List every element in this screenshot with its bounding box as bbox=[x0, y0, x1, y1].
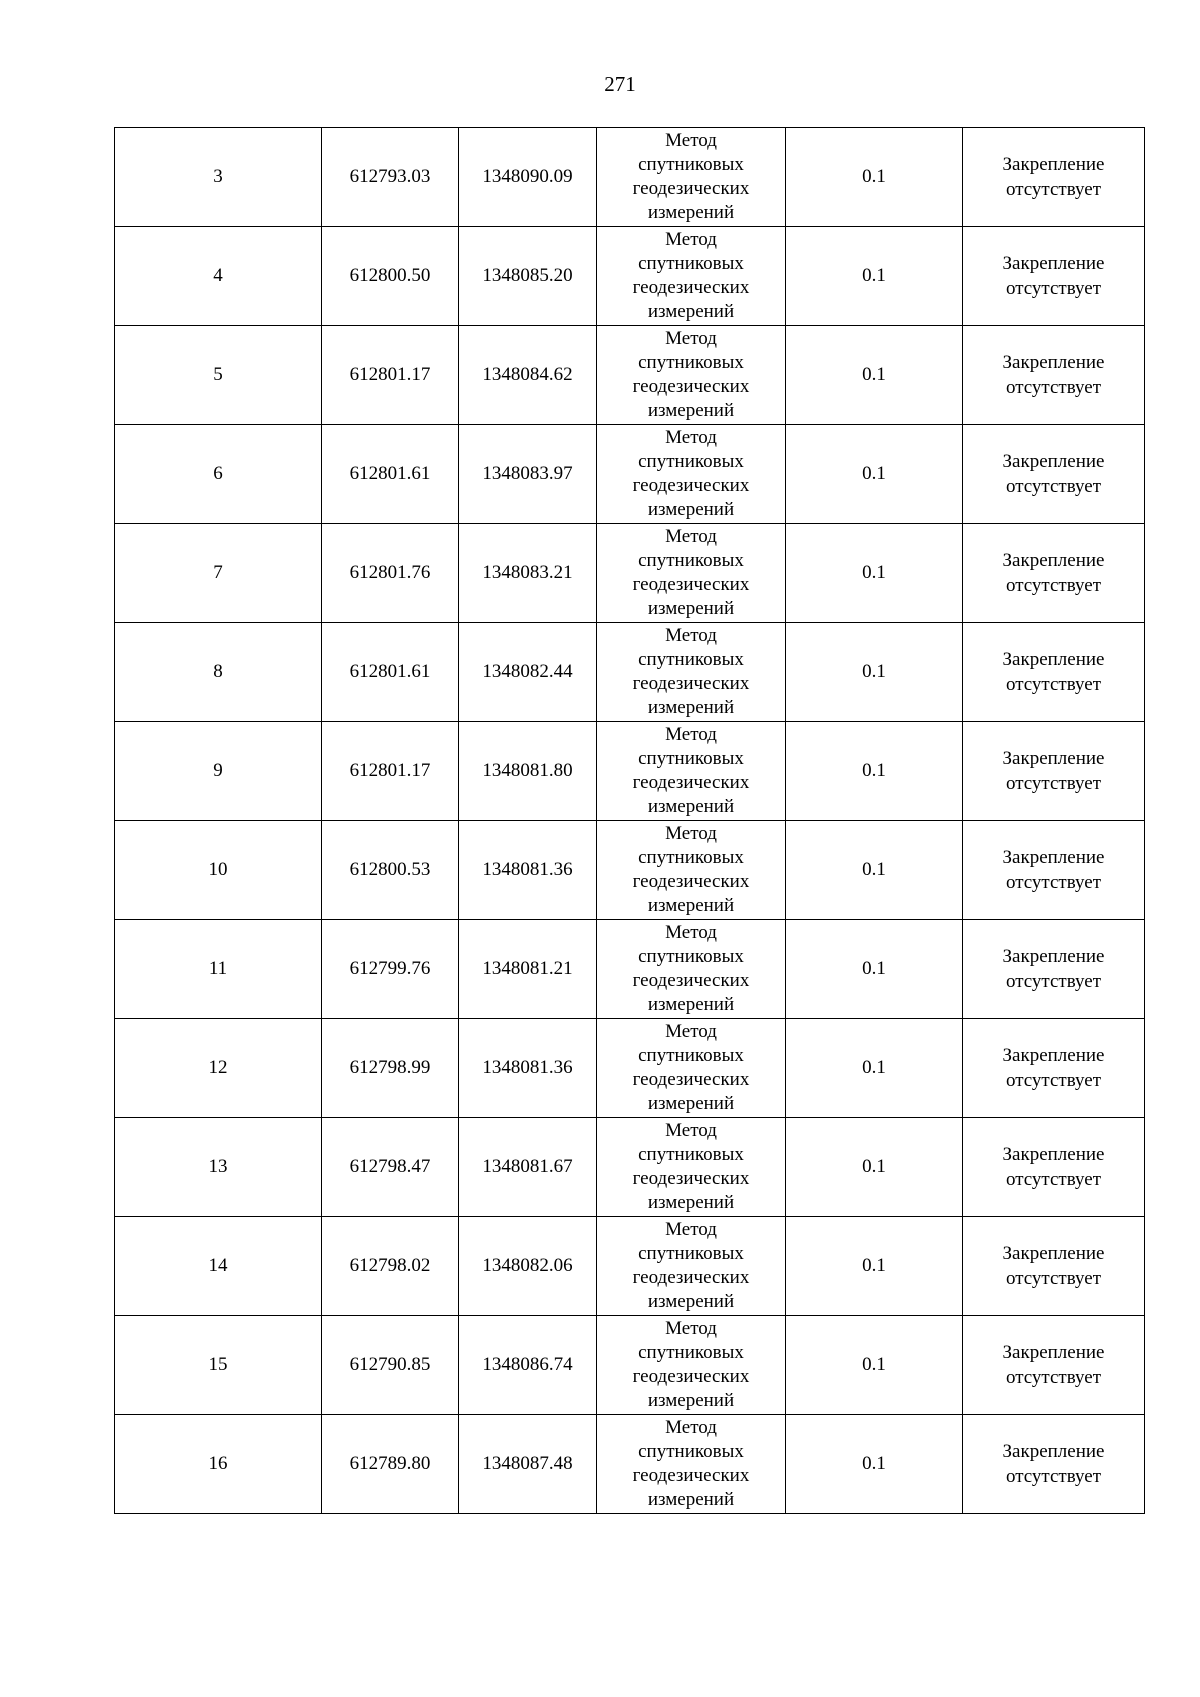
x-coordinate-cell: 612801.17 bbox=[322, 326, 459, 425]
method-cell bbox=[597, 623, 786, 722]
table-row bbox=[115, 623, 1145, 722]
method-cell bbox=[597, 524, 786, 623]
fixation-line: Закрепление bbox=[1002, 253, 1105, 274]
x-coordinate-cell: 612799.76 bbox=[322, 920, 459, 1019]
method-cell bbox=[597, 821, 786, 920]
method-line: Метод bbox=[665, 1318, 717, 1339]
fixation-cell bbox=[963, 1415, 1145, 1514]
y-coordinate-cell: 1348085.20 bbox=[459, 227, 597, 326]
point-number-cell: 7 bbox=[115, 524, 322, 623]
method-line: Метод bbox=[665, 1219, 717, 1240]
method-line: измерений bbox=[647, 202, 735, 223]
fixation-cell bbox=[963, 326, 1145, 425]
method-line: измерений bbox=[647, 796, 735, 817]
method-line: геодезических bbox=[632, 1366, 750, 1387]
method-line: геодезических bbox=[632, 970, 750, 991]
x-coordinate-cell: 612800.53 bbox=[322, 821, 459, 920]
fixation-line: отсутствует bbox=[1005, 278, 1102, 299]
method-line: геодезических bbox=[632, 1465, 750, 1486]
y-coordinate-cell: 1348083.21 bbox=[459, 524, 597, 623]
method-line: спутниковых bbox=[638, 946, 744, 967]
y-coordinate-cell: 1348084.62 bbox=[459, 326, 597, 425]
y-coordinate-cell: 1348086.74 bbox=[459, 1316, 597, 1415]
method-line: спутниковых bbox=[638, 253, 744, 274]
fixation-line: Закрепление bbox=[1002, 154, 1105, 175]
x-coordinate-cell: 612798.47 bbox=[322, 1118, 459, 1217]
fixation-line: Закрепление bbox=[1002, 946, 1105, 967]
fixation-cell bbox=[963, 722, 1145, 821]
method-line: измерений bbox=[647, 301, 735, 322]
accuracy-cell: 0.1 bbox=[786, 1118, 963, 1217]
fixation-line: отсутствует bbox=[1005, 773, 1102, 794]
fixation-line: Закрепление bbox=[1002, 451, 1105, 472]
method-line: спутниковых bbox=[638, 451, 744, 472]
method-line: спутниковых bbox=[638, 1045, 744, 1066]
x-coordinate-cell: 612801.61 bbox=[322, 623, 459, 722]
table-row bbox=[115, 128, 1145, 227]
method-cell bbox=[597, 1316, 786, 1415]
point-number-cell: 3 bbox=[115, 128, 322, 227]
table-row bbox=[115, 524, 1145, 623]
method-line: Метод bbox=[665, 130, 717, 151]
table-row bbox=[115, 1217, 1145, 1316]
method-line: Метод bbox=[665, 526, 717, 547]
point-number-cell: 6 bbox=[115, 425, 322, 524]
method-line: спутниковых bbox=[638, 154, 744, 175]
method-line: спутниковых bbox=[638, 847, 744, 868]
fixation-line: отсутствует bbox=[1005, 1169, 1102, 1190]
method-line: измерений bbox=[647, 994, 735, 1015]
method-line: измерений bbox=[647, 400, 735, 421]
method-cell bbox=[597, 722, 786, 821]
method-cell bbox=[597, 1217, 786, 1316]
method-line: спутниковых bbox=[638, 1243, 744, 1264]
y-coordinate-cell: 1348081.21 bbox=[459, 920, 597, 1019]
method-line: геодезических bbox=[632, 178, 750, 199]
x-coordinate-cell: 612800.50 bbox=[322, 227, 459, 326]
method-line: спутниковых bbox=[638, 649, 744, 670]
fixation-line: Закрепление bbox=[1002, 847, 1105, 868]
accuracy-cell: 0.1 bbox=[786, 623, 963, 722]
point-number-cell: 9 bbox=[115, 722, 322, 821]
fixation-line: Закрепление bbox=[1002, 550, 1105, 571]
method-line: измерений bbox=[647, 499, 735, 520]
method-line: геодезических bbox=[632, 1267, 750, 1288]
point-number-cell: 10 bbox=[115, 821, 322, 920]
method-line: геодезических bbox=[632, 772, 750, 793]
page-number: 271 bbox=[604, 72, 636, 96]
x-coordinate-cell: 612801.76 bbox=[322, 524, 459, 623]
method-line: геодезических bbox=[632, 277, 750, 298]
method-cell bbox=[597, 425, 786, 524]
accuracy-cell: 0.1 bbox=[786, 821, 963, 920]
method-line: геодезических bbox=[632, 673, 750, 694]
fixation-line: отсутствует bbox=[1005, 674, 1102, 695]
method-line: измерений bbox=[647, 1192, 735, 1213]
y-coordinate-cell: 1348081.36 bbox=[459, 1019, 597, 1118]
method-line: геодезических bbox=[632, 574, 750, 595]
table-row bbox=[115, 920, 1145, 1019]
table-row bbox=[115, 326, 1145, 425]
method-line: измерений bbox=[647, 1390, 735, 1411]
x-coordinate-cell: 612798.02 bbox=[322, 1217, 459, 1316]
method-line: геодезических bbox=[632, 475, 750, 496]
method-line: измерений bbox=[647, 598, 735, 619]
fixation-line: Закрепление bbox=[1002, 352, 1105, 373]
method-line: Метод bbox=[665, 724, 717, 745]
fixation-cell bbox=[963, 524, 1145, 623]
point-number-cell: 11 bbox=[115, 920, 322, 1019]
method-line: спутниковых bbox=[638, 1441, 744, 1462]
table-row bbox=[115, 425, 1145, 524]
point-number-cell: 14 bbox=[115, 1217, 322, 1316]
fixation-line: отсутствует bbox=[1005, 1367, 1102, 1388]
fixation-line: отсутствует bbox=[1005, 1268, 1102, 1289]
method-cell bbox=[597, 1118, 786, 1217]
x-coordinate-cell: 612793.03 bbox=[322, 128, 459, 227]
point-number-cell: 4 bbox=[115, 227, 322, 326]
fixation-line: отсутствует bbox=[1005, 1070, 1102, 1091]
method-cell bbox=[597, 128, 786, 227]
method-line: спутниковых bbox=[638, 550, 744, 571]
point-number-cell: 12 bbox=[115, 1019, 322, 1118]
method-line: измерений bbox=[647, 895, 735, 916]
fixation-cell bbox=[963, 1316, 1145, 1415]
method-cell bbox=[597, 1019, 786, 1118]
accuracy-cell: 0.1 bbox=[786, 128, 963, 227]
x-coordinate-cell: 612798.99 bbox=[322, 1019, 459, 1118]
x-coordinate-cell: 612790.85 bbox=[322, 1316, 459, 1415]
fixation-line: отсутствует bbox=[1005, 179, 1102, 200]
table-row bbox=[115, 722, 1145, 821]
fixation-cell bbox=[963, 1118, 1145, 1217]
method-line: Метод bbox=[665, 1021, 717, 1042]
method-line: измерений bbox=[647, 697, 735, 718]
method-cell bbox=[597, 1415, 786, 1514]
fixation-cell bbox=[963, 1019, 1145, 1118]
fixation-cell bbox=[963, 425, 1145, 524]
accuracy-cell: 0.1 bbox=[786, 326, 963, 425]
table-row bbox=[115, 821, 1145, 920]
y-coordinate-cell: 1348081.80 bbox=[459, 722, 597, 821]
fixation-line: отсутствует bbox=[1005, 872, 1102, 893]
accuracy-cell: 0.1 bbox=[786, 227, 963, 326]
method-line: измерений bbox=[647, 1093, 735, 1114]
method-line: геодезических bbox=[632, 871, 750, 892]
fixation-line: отсутствует bbox=[1005, 575, 1102, 596]
fixation-line: Закрепление bbox=[1002, 1342, 1105, 1363]
method-line: Метод bbox=[665, 625, 717, 646]
method-line: спутниковых bbox=[638, 748, 744, 769]
accuracy-cell: 0.1 bbox=[786, 1415, 963, 1514]
fixation-line: Закрепление bbox=[1002, 1144, 1105, 1165]
method-line: Метод bbox=[665, 1417, 717, 1438]
fixation-line: отсутствует bbox=[1005, 971, 1102, 992]
fixation-cell bbox=[963, 1217, 1145, 1316]
fixation-line: Закрепление bbox=[1002, 1441, 1105, 1462]
accuracy-cell: 0.1 bbox=[786, 1217, 963, 1316]
coordinates-table bbox=[114, 127, 1145, 1514]
method-line: Метод bbox=[665, 229, 717, 250]
table-row bbox=[115, 227, 1145, 326]
fixation-cell bbox=[963, 821, 1145, 920]
method-line: спутниковых bbox=[638, 352, 744, 373]
y-coordinate-cell: 1348081.67 bbox=[459, 1118, 597, 1217]
method-cell bbox=[597, 227, 786, 326]
y-coordinate-cell: 1348082.06 bbox=[459, 1217, 597, 1316]
fixation-cell bbox=[963, 920, 1145, 1019]
fixation-line: отсутствует bbox=[1005, 476, 1102, 497]
y-coordinate-cell: 1348090.09 bbox=[459, 128, 597, 227]
fixation-line: отсутствует bbox=[1005, 377, 1102, 398]
y-coordinate-cell: 1348081.36 bbox=[459, 821, 597, 920]
method-line: Метод bbox=[665, 922, 717, 943]
x-coordinate-cell: 612801.61 bbox=[322, 425, 459, 524]
method-line: Метод bbox=[665, 427, 717, 448]
table-row bbox=[115, 1415, 1145, 1514]
method-line: геодезических bbox=[632, 376, 750, 397]
point-number-cell: 8 bbox=[115, 623, 322, 722]
point-number-cell: 5 bbox=[115, 326, 322, 425]
accuracy-cell: 0.1 bbox=[786, 425, 963, 524]
point-number-cell: 16 bbox=[115, 1415, 322, 1514]
table-row bbox=[115, 1019, 1145, 1118]
y-coordinate-cell: 1348082.44 bbox=[459, 623, 597, 722]
accuracy-cell: 0.1 bbox=[786, 1019, 963, 1118]
fixation-line: Закрепление bbox=[1002, 649, 1105, 670]
x-coordinate-cell: 612789.80 bbox=[322, 1415, 459, 1514]
accuracy-cell: 0.1 bbox=[786, 722, 963, 821]
fixation-cell bbox=[963, 623, 1145, 722]
fixation-cell bbox=[963, 128, 1145, 227]
method-line: спутниковых bbox=[638, 1342, 744, 1363]
method-line: Метод bbox=[665, 328, 717, 349]
point-number-cell: 15 bbox=[115, 1316, 322, 1415]
table-row bbox=[115, 1316, 1145, 1415]
method-line: геодезических bbox=[632, 1168, 750, 1189]
method-line: измерений bbox=[647, 1489, 735, 1510]
method-cell bbox=[597, 920, 786, 1019]
accuracy-cell: 0.1 bbox=[786, 1316, 963, 1415]
y-coordinate-cell: 1348087.48 bbox=[459, 1415, 597, 1514]
fixation-cell bbox=[963, 227, 1145, 326]
method-line: Метод bbox=[665, 823, 717, 844]
table-row bbox=[115, 1118, 1145, 1217]
method-line: Метод bbox=[665, 1120, 717, 1141]
point-number-cell: 13 bbox=[115, 1118, 322, 1217]
fixation-line: отсутствует bbox=[1005, 1466, 1102, 1487]
fixation-line: Закрепление bbox=[1002, 748, 1105, 769]
x-coordinate-cell: 612801.17 bbox=[322, 722, 459, 821]
method-line: геодезических bbox=[632, 1069, 750, 1090]
method-cell bbox=[597, 326, 786, 425]
method-line: измерений bbox=[647, 1291, 735, 1312]
accuracy-cell: 0.1 bbox=[786, 524, 963, 623]
y-coordinate-cell: 1348083.97 bbox=[459, 425, 597, 524]
method-line: спутниковых bbox=[638, 1144, 744, 1165]
fixation-line: Закрепление bbox=[1002, 1045, 1105, 1066]
accuracy-cell: 0.1 bbox=[786, 920, 963, 1019]
fixation-line: Закрепление bbox=[1002, 1243, 1105, 1264]
table-body bbox=[115, 128, 1145, 1514]
